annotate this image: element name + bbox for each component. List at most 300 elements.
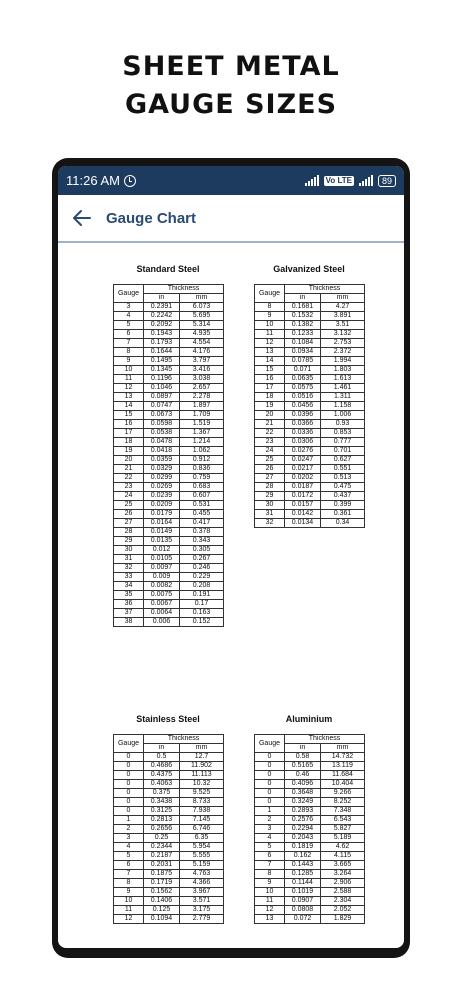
mm-cell: 1.897 [180,402,224,411]
table-row [114,582,224,591]
gauge-cell: 25 [114,501,144,510]
table-row [114,321,224,330]
gauge-cell: 21 [255,420,285,429]
gauge-cell: 0 [114,807,144,816]
gauge-cell: 8 [114,879,144,888]
page-title: Gauge Chart [106,209,197,227]
gauge-cell: 8 [114,348,144,357]
gauge-cell: 8 [255,303,285,312]
gauge-cell: 20 [255,411,285,420]
header-mm: mm [321,294,365,303]
inch-cell: 0.1094 [144,915,180,924]
mm-cell: 0.607 [180,492,224,501]
gauge-cell: 10 [114,366,144,375]
mm-cell: 3.038 [180,375,224,384]
battery-icon: 89 [378,175,396,187]
table-row [114,537,224,546]
volte-badge: Vo LTE [325,175,352,185]
table-row [255,510,365,519]
mm-cell: 1.461 [321,384,365,393]
table-row [114,465,224,474]
gauge-cell: 11 [255,897,285,906]
mm-cell: 1.994 [321,357,365,366]
inch-cell: 0.0538 [144,429,180,438]
inch-cell: 0.1084 [285,339,321,348]
table-standard-steel [113,264,224,627]
mm-cell: 4.554 [180,339,224,348]
inch-cell: 0.0097 [144,564,180,573]
gauge-cell: 15 [255,366,285,375]
header-thickness: Thickness [285,285,365,294]
gauge-cell: 0 [114,762,144,771]
mm-cell: 9.525 [180,789,224,798]
mm-cell: 3.665 [321,861,365,870]
table-row [255,861,365,870]
gauge-cell: 6 [255,852,285,861]
table-row [114,753,224,762]
table-row [114,483,224,492]
table-row [255,402,365,411]
table-aluminium [254,714,365,924]
inch-cell: 0.006 [144,618,180,627]
inch-cell: 0.0635 [285,375,321,384]
mm-cell: 3.416 [180,366,224,375]
gauge-cell: 0 [114,798,144,807]
gauge-cell: 5 [114,321,144,330]
table-row [255,897,365,906]
gauge-cell: 27 [255,474,285,483]
mm-cell: 2.372 [321,348,365,357]
table-row [114,600,224,609]
mm-cell: 0.229 [180,573,224,582]
inch-cell: 0.4375 [144,771,180,780]
inch-cell: 0.2893 [285,807,321,816]
signal-icon [305,175,319,186]
inch-cell: 0.0808 [285,906,321,915]
gauge-cell: 4 [114,843,144,852]
inch-cell: 0.2242 [144,312,180,321]
table-title: Stainless Steel [136,714,200,724]
table-row [255,339,365,348]
gauge-cell: 16 [255,375,285,384]
inch-cell: 0.0897 [144,393,180,402]
back-button[interactable] [64,194,100,242]
gauge-cell: 0 [114,771,144,780]
mm-cell: 10.32 [180,780,224,789]
gauge-cell: 23 [255,438,285,447]
mm-cell: 1.829 [321,915,365,924]
mm-cell: 3.175 [180,906,224,915]
gauge-cell: 26 [255,465,285,474]
inch-cell: 0.1345 [144,366,180,375]
table-row [114,591,224,600]
inch-cell: 0.0149 [144,528,180,537]
inch-cell: 0.375 [144,789,180,798]
table-row [255,519,365,528]
gauge-cell: 0 [255,753,285,762]
table-row [255,789,365,798]
table-row [255,888,365,897]
gauge-cell: 12 [255,906,285,915]
mm-cell: 0.378 [180,528,224,537]
inch-cell: 0.1681 [285,303,321,312]
mm-cell: 1.311 [321,393,365,402]
table-row [255,771,365,780]
table-row [114,834,224,843]
table-row [114,492,224,501]
inch-cell: 0.0105 [144,555,180,564]
inch-cell: 0.2576 [285,816,321,825]
gauge-cell: 10 [255,888,285,897]
mm-cell: 2.052 [321,906,365,915]
gauge-cell: 11 [255,330,285,339]
inch-cell: 0.071 [285,366,321,375]
inch-cell: 0.0187 [285,483,321,492]
table-row [114,420,224,429]
mm-cell: 5.159 [180,861,224,870]
table-row [114,339,224,348]
inch-cell: 0.1046 [144,384,180,393]
gauge-table [113,734,224,924]
table-row [114,303,224,312]
header-in: in [144,744,180,753]
table-row [255,816,365,825]
table-row [114,447,224,456]
table-row [114,375,224,384]
gauge-cell: 31 [255,510,285,519]
mm-cell: 3.264 [321,870,365,879]
inch-cell: 0.0269 [144,483,180,492]
table-row [114,843,224,852]
inch-cell: 0.1019 [285,888,321,897]
gauge-cell: 0 [114,789,144,798]
inch-cell: 0.0516 [285,393,321,402]
inch-cell: 0.1233 [285,330,321,339]
mm-cell: 11.902 [180,762,224,771]
mm-cell: 4.176 [180,348,224,357]
status-indicators [305,175,396,187]
table-title: Aluminium [285,714,333,724]
table-row [114,330,224,339]
mm-cell: 0.912 [180,456,224,465]
table-row [255,348,365,357]
mm-cell: 1.158 [321,402,365,411]
gauge-cell: 5 [255,843,285,852]
table-row [114,384,224,393]
mm-cell: 0.853 [321,429,365,438]
status-bar [58,166,404,195]
table-row [255,798,365,807]
table-title: Standard Steel [136,264,200,274]
gauge-cell: 0 [255,780,285,789]
gauge-cell: 22 [255,429,285,438]
gauge-cell: 20 [114,456,144,465]
table-header-row [114,285,224,294]
table-row [255,906,365,915]
header-mm: mm [180,294,224,303]
mm-cell: 0.627 [321,456,365,465]
promo-title-line-2: GAUGE SIZES [124,89,338,120]
table-header-row [255,735,365,744]
inch-cell: 0.0134 [285,519,321,528]
table-row [114,519,224,528]
mm-cell: 1.062 [180,447,224,456]
gauge-cell: 18 [255,393,285,402]
table-row [255,474,365,483]
inch-cell: 0.2391 [144,303,180,312]
inch-cell: 0.0082 [144,582,180,591]
table-row [114,762,224,771]
phone-frame [52,158,410,958]
mm-cell: 1.367 [180,429,224,438]
phone-screen [58,166,404,948]
gauge-cell: 9 [255,879,285,888]
gauge-cell: 6 [114,861,144,870]
table-row [114,393,224,402]
table-row [114,429,224,438]
inch-cell: 0.0247 [285,456,321,465]
mm-cell: 7.145 [180,816,224,825]
inch-cell: 0.0209 [144,501,180,510]
mm-cell: 2.753 [321,339,365,348]
gauge-cell: 12 [255,339,285,348]
inch-cell: 0.0217 [285,465,321,474]
table-row [114,501,224,510]
inch-cell: 0.5165 [285,762,321,771]
gauge-cell: 23 [114,483,144,492]
inch-cell: 0.1644 [144,348,180,357]
table-row [255,393,365,402]
table-row [114,573,224,582]
inch-cell: 0.2092 [144,321,180,330]
mm-cell: 4.115 [321,852,365,861]
gauge-cell: 7 [114,870,144,879]
status-time: 11:26 AM [66,173,120,188]
gauge-cell: 30 [255,501,285,510]
gauge-cell: 0 [255,798,285,807]
mm-cell: 11.684 [321,771,365,780]
gauge-cell: 3 [114,834,144,843]
mm-cell: 0.531 [180,501,224,510]
gauge-cell: 38 [114,618,144,627]
inch-cell: 0.25 [144,834,180,843]
table-row [255,753,365,762]
inch-cell: 0.0135 [144,537,180,546]
inch-cell: 0.1495 [144,357,180,366]
inch-cell: 0.1382 [285,321,321,330]
mm-cell: 0.455 [180,510,224,519]
gauge-cell: 8 [255,870,285,879]
inch-cell: 0.0418 [144,447,180,456]
mm-cell: 8.733 [180,798,224,807]
mm-cell: 2.906 [321,879,365,888]
mm-cell: 6.35 [180,834,224,843]
inch-cell: 0.3125 [144,807,180,816]
mm-cell: 3.797 [180,357,224,366]
table-row [114,474,224,483]
gauge-cell: 19 [255,402,285,411]
mm-cell: 0.208 [180,582,224,591]
inch-cell: 0.2344 [144,843,180,852]
gauge-cell: 1 [255,807,285,816]
mm-cell: 0.34 [321,519,365,528]
table-row [114,780,224,789]
gauge-cell: 13 [114,393,144,402]
header-thickness: Thickness [144,735,224,744]
mm-cell: 0.152 [180,618,224,627]
gauge-cell: 36 [114,600,144,609]
inch-cell: 0.1943 [144,330,180,339]
inch-cell: 0.3648 [285,789,321,798]
gauge-cell: 4 [114,312,144,321]
inch-cell: 0.0157 [285,501,321,510]
mm-cell: 7.938 [180,807,224,816]
table-row [255,915,365,924]
inch-cell: 0.1562 [144,888,180,897]
gauge-cell: 34 [114,582,144,591]
inch-cell: 0.2656 [144,825,180,834]
inch-cell: 0.0172 [285,492,321,501]
inch-cell: 0.0359 [144,456,180,465]
inch-cell: 0.3249 [285,798,321,807]
table-row [114,609,224,618]
mm-cell: 0.191 [180,591,224,600]
gauge-cell: 10 [255,321,285,330]
table-row [114,564,224,573]
table-row [114,906,224,915]
table-row [255,438,365,447]
mm-cell: 4.27 [321,303,365,312]
mm-cell: 0.437 [321,492,365,501]
table-row [255,330,365,339]
table-row [114,915,224,924]
table-row [114,897,224,906]
signal-icon-2 [359,175,373,186]
mm-cell: 0.513 [321,474,365,483]
gauge-cell: 9 [255,312,285,321]
inch-cell: 0.0202 [285,474,321,483]
mm-cell: 5.695 [180,312,224,321]
mm-cell: 5.954 [180,843,224,852]
gauge-cell: 16 [114,420,144,429]
gauge-cell: 7 [114,339,144,348]
table-row [114,870,224,879]
table-row [255,303,365,312]
gauge-cell: 28 [255,483,285,492]
inch-cell: 0.009 [144,573,180,582]
gauge-cell: 9 [114,357,144,366]
header-gauge: Gauge [114,735,144,753]
table-row [114,807,224,816]
table-row [114,861,224,870]
mm-cell: 3.571 [180,897,224,906]
gauge-cell: 11 [114,906,144,915]
gauge-cell: 7 [255,861,285,870]
gauge-cell: 0 [114,780,144,789]
inch-cell: 0.0067 [144,600,180,609]
table-row [255,834,365,843]
inch-cell: 0.0673 [144,411,180,420]
table-row [114,798,224,807]
inch-cell: 0.1819 [285,843,321,852]
header-mm: mm [180,744,224,753]
gauge-cell: 1 [114,816,144,825]
inch-cell: 0.1196 [144,375,180,384]
gauge-cell: 18 [114,438,144,447]
inch-cell: 0.0598 [144,420,180,429]
mm-cell: 13.119 [321,762,365,771]
gauge-cell: 15 [114,411,144,420]
arrow-left-icon [73,210,91,226]
table-row [114,456,224,465]
gauge-cell: 3 [255,825,285,834]
inch-cell: 0.2294 [285,825,321,834]
mm-cell: 0.246 [180,564,224,573]
inch-cell: 0.0239 [144,492,180,501]
table-row [114,555,224,564]
inch-cell: 0.0456 [285,402,321,411]
gauge-cell: 2 [255,816,285,825]
mm-cell: 5.827 [321,825,365,834]
table-row [255,780,365,789]
table-row [114,888,224,897]
gauge-cell: 24 [255,447,285,456]
mm-cell: 9.266 [321,789,365,798]
gauge-cell: 35 [114,591,144,600]
table-row [255,420,365,429]
table-row [255,465,365,474]
inch-cell: 0.072 [285,915,321,924]
mm-cell: 6.543 [321,816,365,825]
mm-cell: 3.891 [321,312,365,321]
mm-cell: 10.404 [321,780,365,789]
mm-cell: 2.657 [180,384,224,393]
mm-cell: 4.935 [180,330,224,339]
mm-cell: 3.967 [180,888,224,897]
table-row [255,825,365,834]
gauge-cell: 2 [114,825,144,834]
inch-cell: 0.0179 [144,510,180,519]
gauge-table [254,734,365,924]
table-row [114,510,224,519]
inch-cell: 0.5 [144,753,180,762]
table-row [255,762,365,771]
gauge-cell: 17 [255,384,285,393]
table-row [255,384,365,393]
inch-cell: 0.0336 [285,429,321,438]
gauge-chart-content[interactable] [58,245,404,948]
gauge-cell: 12 [114,915,144,924]
inch-cell: 0.46 [285,771,321,780]
inch-cell: 0.0142 [285,510,321,519]
mm-cell: 0.305 [180,546,224,555]
table-header-row [114,735,224,744]
mm-cell: 4.763 [180,870,224,879]
inch-cell: 0.0164 [144,519,180,528]
gauge-cell: 10 [114,897,144,906]
gauge-cell: 4 [255,834,285,843]
mm-cell: 12.7 [180,753,224,762]
header-in: in [144,294,180,303]
mm-cell: 11.113 [180,771,224,780]
mm-cell: 0.163 [180,609,224,618]
table-row [114,438,224,447]
inch-cell: 0.0366 [285,420,321,429]
header-in: in [285,294,321,303]
inch-cell: 0.125 [144,906,180,915]
gauge-cell: 0 [255,789,285,798]
table-row [114,852,224,861]
